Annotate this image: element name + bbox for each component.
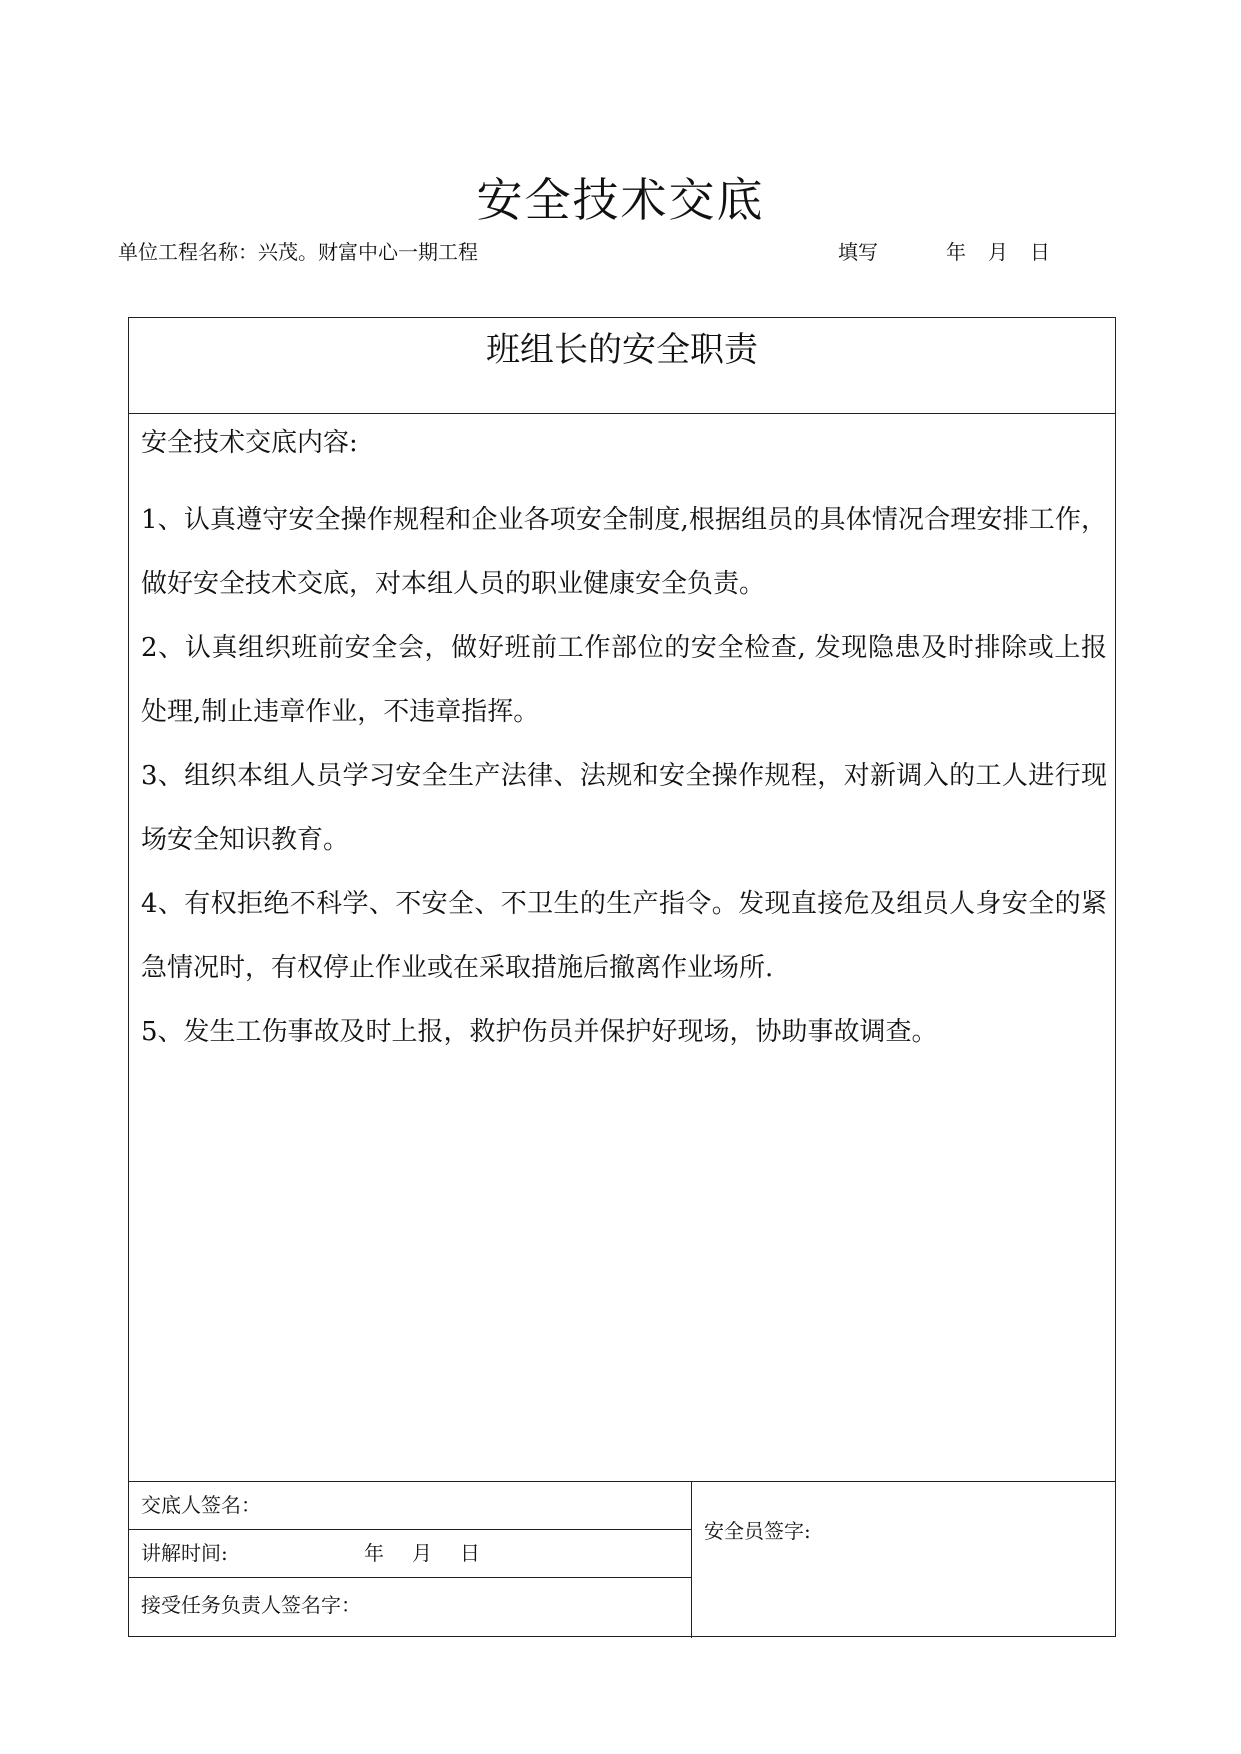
explain-month: 月: [412, 1541, 432, 1565]
safety-officer-signature-label: 安全员签字:: [704, 1519, 811, 1543]
duty-paragraph-1: 1、认真遵守安全操作规程和企业各项安全制度,根据组员的具体情况合理安排工作，做好安全技术交底，对本组人员的职业健康安全负责。: [141, 505, 1107, 599]
receiver-signature-field[interactable]: [129, 1578, 691, 1639]
safety-officer-signature-field[interactable]: [704, 1518, 811, 1544]
fill-year: 年: [946, 240, 966, 264]
fill-day: 日: [1030, 240, 1050, 264]
duty-paragraph-3: 3、组织本组人员学习安全生产法律、法规和安全操作规程，对新调入的工人进行现场安全知识教育。: [141, 761, 1107, 855]
duty-paragraph-5: 5、发生工伤事故及时上报，救护伤员并保护好现场，协助事故调查。: [141, 1017, 938, 1047]
briefing-table: [128, 317, 1116, 1637]
explain-time-field[interactable]: [129, 1530, 691, 1578]
explain-day: 日: [460, 1541, 480, 1565]
duty-paragraph-2: 2、认真组织班前安全会，做好班前工作部位的安全检查, 发现隐患及时排除或上报处理,制止违章作业，不违章指挥。: [141, 633, 1107, 727]
fill-month: 月: [988, 240, 1008, 264]
unit-project-name: 单位工程名称：兴茂。财富中心一期工程: [118, 240, 478, 264]
fill-label: 填写: [838, 240, 878, 264]
explain-time-label: 讲解时间:: [141, 1541, 228, 1565]
presenter-signature-field[interactable]: [129, 1482, 691, 1530]
signature-left-column: [129, 1482, 692, 1638]
content-cell: [141, 426, 1107, 1064]
signature-section: [129, 1481, 1115, 1638]
duty-paragraph-4: 4、有权拒绝不科学、不安全、不卫生的生产指令。发现直接危及组员人身安全的紧急情况时，有权停止作业或在采取措施后撤离作业场所.: [141, 889, 1107, 983]
fill-date: [946, 238, 1072, 266]
table-header: 班组长的安全职责: [129, 318, 1115, 414]
content-heading: 安全技术交底内容:: [141, 428, 358, 458]
explain-date: [364, 1540, 508, 1566]
presenter-signature-label: 交底人签名：: [141, 1493, 261, 1517]
document-title: 安全技术交底: [476, 173, 765, 227]
explain-year: 年: [364, 1541, 384, 1565]
receiver-signature-label: 接受任务负责人签名字：: [141, 1593, 361, 1617]
